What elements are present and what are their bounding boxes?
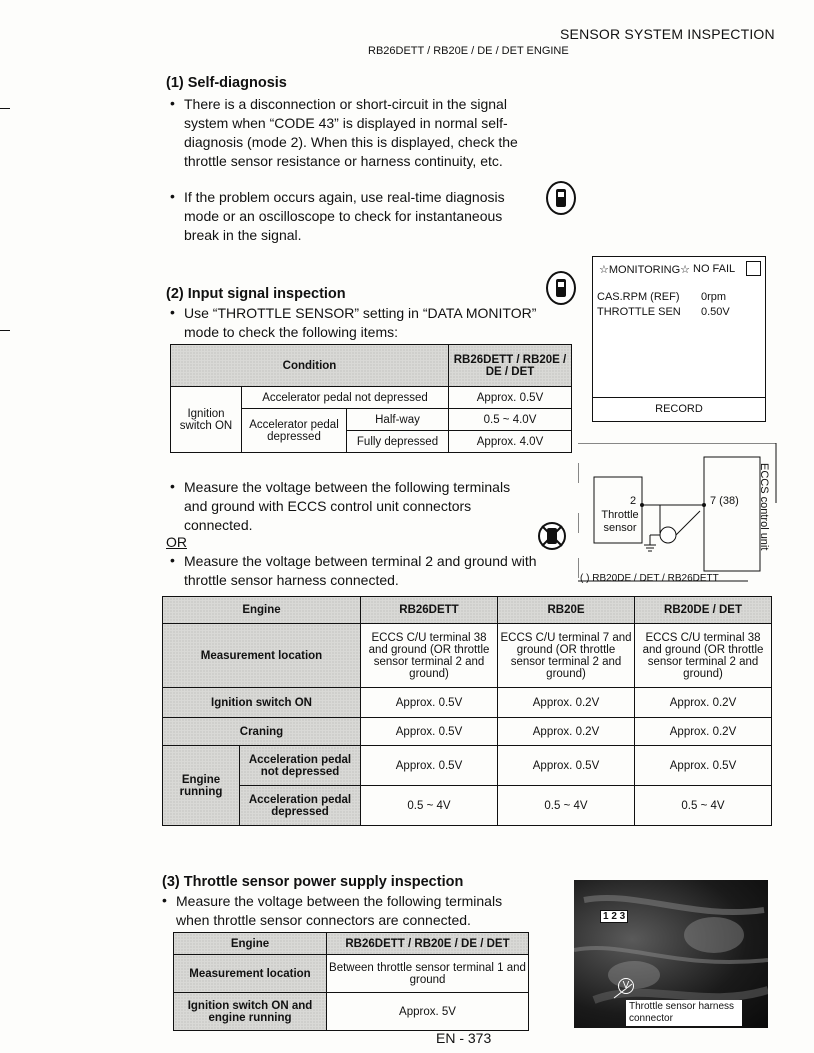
status-box <box>746 261 761 276</box>
table-cell: Approx. 0.2V <box>635 718 772 746</box>
table-cell: Approx. 0.5V <box>449 387 572 409</box>
text-line: diagnosis (mode 2). When this is displayed, check the <box>184 134 518 150</box>
no-fail-status: NO FAIL <box>693 263 736 275</box>
ignition-and-running-label: Ignition switch ON and engine running <box>174 993 327 1031</box>
text-line: Measure the voltage between terminal 2 and ground with <box>184 553 537 569</box>
ignition-switch-on-cell: Ignition switch ON <box>171 387 242 453</box>
table-cell: Between throttle sensor terminal 1 and ground <box>327 955 529 993</box>
table-cell: Approx. 5V <box>327 993 529 1031</box>
page-header-title: SENSOR SYSTEM INSPECTION <box>560 26 775 42</box>
pedal-depressed-label: Acceleration pedal depressed <box>240 786 361 826</box>
bullet-dot: • <box>170 95 175 111</box>
table-cell: 0.5 ~ 4.0V <box>449 409 572 431</box>
star-icon: ☆ <box>599 264 609 276</box>
section-1-bullet-2 <box>184 188 564 245</box>
text-line: Use “THROTTLE SENSOR” setting in “DATA MONITOR” <box>184 305 537 321</box>
consult-tester-icon <box>546 181 576 215</box>
monitoring-title: MONITORING <box>608 264 681 276</box>
text-line: Measure the voltage between the following terminals <box>184 479 511 495</box>
section-3-title: (3) Throttle sensor power supply inspection <box>162 874 464 890</box>
text-line: when throttle sensor connectors are connected. <box>176 912 471 928</box>
or-label: OR <box>166 534 187 550</box>
connector-pins-label: 1 2 3 <box>600 910 628 923</box>
bullet-dot: • <box>162 892 167 908</box>
eccs-control-unit-label: ECCS control unit <box>758 463 770 551</box>
table-header-engines: RB26DETT / RB20E / DE / DET <box>327 933 529 955</box>
table-cell: ECCS C/U terminal 7 and ground (OR throttle sensor terminal 2 and ground) <box>498 624 635 688</box>
table-cell: Approx. 0.5V <box>361 746 498 786</box>
wiring-diagram <box>578 443 778 591</box>
table-cell: Half-way <box>347 409 449 431</box>
table-cell: Approx. 4.0V <box>449 431 572 453</box>
text-line: mode or an oscilloscope to check for instantaneous <box>184 208 503 224</box>
text-line: and ground with ECCS control unit connectors <box>184 498 472 514</box>
bullet-dot: • <box>170 478 175 494</box>
monitoring-label <box>599 263 690 276</box>
measurement-location-label: Measurement location <box>174 955 327 993</box>
voltmeter-icon: V <box>618 978 634 994</box>
measurement-table <box>162 596 772 826</box>
text-line: throttle sensor harness connected. <box>184 572 399 588</box>
table-header-rb20e: RB20E <box>498 597 635 624</box>
text-line: mode to check the following items: <box>184 324 398 340</box>
text-line: connected. <box>184 517 253 533</box>
data-monitor-table <box>170 344 572 453</box>
bullet-dot: • <box>170 304 175 320</box>
table-header-rb26dett: RB26DETT <box>361 597 498 624</box>
page-number: EN - 373 <box>436 1030 492 1046</box>
no-consult-icon <box>537 521 567 551</box>
table-header-condition: Condition <box>171 345 449 387</box>
diagram-note: ( ) RB20DE / DET / RB26DETT <box>580 573 719 584</box>
section-1-bullet-1 <box>184 95 584 171</box>
table-cell: ECCS C/U terminal 38 and ground (OR throttle sensor terminal 2 and ground) <box>635 624 772 688</box>
table-header-rb20de-det: RB20DE / DET <box>635 597 772 624</box>
pedal-not-depressed-label: Acceleration pedal not depressed <box>240 746 361 786</box>
table-cell: 0.5 ~ 4V <box>635 786 772 826</box>
table-cell: Accelerator pedal not depressed <box>242 387 449 409</box>
bullet-dot: • <box>170 552 175 568</box>
table-cell: Approx. 0.5V <box>498 746 635 786</box>
section-2-bullet-3 <box>184 552 584 590</box>
table-header-engine: RB26DETT / RB20E / DE / DET <box>449 345 572 387</box>
pin-7-label: 7 (38) <box>710 495 739 507</box>
text-line: There is a disconnection or short-circuit in the signal <box>184 96 507 112</box>
data-monitor-screen <box>592 256 766 422</box>
pin-2-label: 2 <box>630 495 637 507</box>
table-cell: Fully depressed <box>347 431 449 453</box>
power-supply-table <box>173 932 529 1031</box>
table-cell: ECCS C/U terminal 38 and ground (OR throttle sensor terminal 2 and ground) <box>361 624 498 688</box>
table-cell: Approx. 0.5V <box>361 718 498 746</box>
monitor-row-value: 0.50V <box>701 306 730 318</box>
throttle-sensor-photo <box>574 880 768 1028</box>
table-header-engine: Engine <box>174 933 327 955</box>
table-cell: 0.5 ~ 4V <box>498 786 635 826</box>
text-line: If the problem occurs again, use real-time diagnosis <box>184 189 505 205</box>
table-header-engine: Engine <box>163 597 361 624</box>
margin-mark <box>0 330 10 331</box>
text-line: break in the signal. <box>184 227 302 243</box>
table-cell: Accelerator pedal depressed <box>242 409 347 453</box>
star-icon: ☆ <box>680 264 691 276</box>
measurement-location-label: Measurement location <box>163 624 361 688</box>
throttle-sensor-label: Throttle sensor <box>601 509 639 534</box>
table-cell: Approx. 0.2V <box>498 688 635 718</box>
monitor-row-label: CAS.RPM (REF) <box>597 291 680 303</box>
table-cell: Approx. 0.2V <box>635 688 772 718</box>
engine-running-label: Engine running <box>163 746 240 826</box>
record-button: RECORD <box>593 397 765 421</box>
table-cell: Approx. 0.5V <box>635 746 772 786</box>
section-2-title: (2) Input signal inspection <box>166 286 346 302</box>
cranking-label: Craning <box>163 718 361 746</box>
consult-tester-icon <box>546 271 576 305</box>
ignition-switch-on-label: Ignition switch ON <box>163 688 361 718</box>
table-cell: Approx. 0.2V <box>498 718 635 746</box>
table-cell: Approx. 0.5V <box>361 688 498 718</box>
page-header-subtitle: RB26DETT / RB20E / DE / DET ENGINE <box>368 45 569 57</box>
monitor-row-label: THROTTLE SEN <box>597 306 681 318</box>
monitor-row-value: 0rpm <box>701 291 727 303</box>
section-2-bullet-1 <box>184 304 584 342</box>
text-line: throttle sensor resistance or harness continuity, etc. <box>184 153 503 169</box>
margin-mark <box>0 108 10 109</box>
photo-caption: Throttle sensor harness connector <box>626 1000 742 1026</box>
section-1-title: (1) Self-diagnosis <box>166 75 287 91</box>
text-line: Measure the voltage between the following terminals <box>176 893 503 909</box>
bullet-dot: • <box>170 188 175 204</box>
text-line: system when “CODE 43” is displayed in normal self- <box>184 115 508 131</box>
section-3-bullet-1 <box>176 892 556 930</box>
table-cell: 0.5 ~ 4V <box>361 786 498 826</box>
section-2-bullet-2 <box>184 478 564 535</box>
